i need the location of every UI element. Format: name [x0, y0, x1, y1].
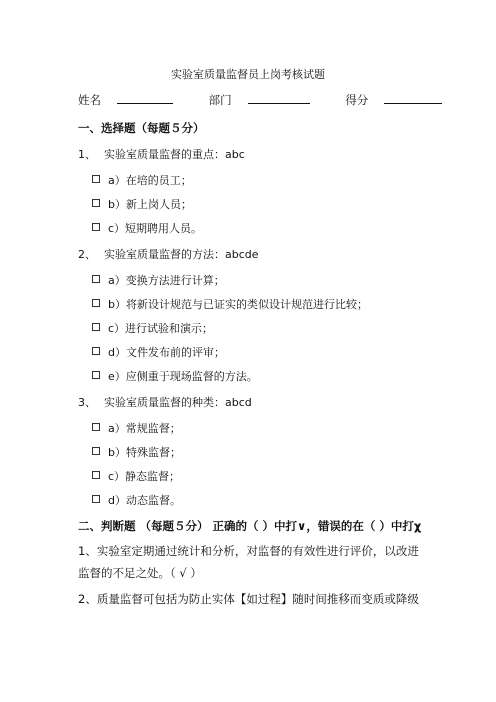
option-item	[92, 492, 181, 508]
checkbox-icon	[92, 447, 100, 455]
dept-field	[209, 92, 326, 108]
dept-blank	[248, 92, 310, 104]
option-text: b）特殊监督；	[108, 446, 181, 459]
option-text: c）静态监督；	[108, 470, 181, 483]
score-blank	[384, 92, 442, 104]
checkbox-icon	[92, 175, 100, 183]
option-item	[92, 296, 368, 312]
score-field	[345, 92, 458, 108]
option-item	[92, 272, 225, 288]
option-item	[92, 368, 258, 384]
option-item	[92, 344, 225, 360]
question-text: 实验室质量监督的种类：abcd	[104, 396, 252, 409]
score-label: 得分	[345, 93, 369, 107]
document-title: 实验室质量监督员上岗考核试题	[171, 68, 325, 81]
judgment-1: 1、实验室定期通过统计和分析，对监督的有效性进行评价，以改进监督的不足之处。（ √ ）	[78, 544, 419, 580]
info-line	[78, 92, 474, 108]
option-item	[92, 320, 213, 336]
option-item	[92, 220, 202, 236]
checkbox-icon	[92, 371, 100, 379]
question-2	[78, 246, 259, 262]
option-text: e）应侧重于现场监督的方法。	[108, 370, 258, 383]
question-text: 实验室质量监督的方法：abcde	[104, 248, 259, 261]
option-item	[92, 420, 181, 436]
option-text: a）变换方法进行计算；	[108, 274, 225, 287]
checkbox-icon	[92, 495, 100, 503]
option-text: c）进行试验和演示；	[108, 322, 214, 335]
option-text: b）新上岗人员；	[108, 198, 192, 211]
option-item	[92, 172, 192, 188]
checkbox-icon	[92, 275, 100, 283]
checkbox-icon	[92, 471, 100, 479]
section-judgment-heading: 二、判断题 （每题５分） 正确的（ ）中打∨，错误的在（ ）中打χ	[78, 519, 422, 533]
checkbox-icon	[92, 347, 100, 355]
question-3	[78, 394, 252, 410]
option-text: c）短期聘用人员。	[108, 222, 203, 235]
dept-label: 部门	[208, 93, 232, 107]
option-text: d）文件发布前的评审；	[108, 346, 225, 359]
question-number: 2、	[78, 248, 96, 261]
checkbox-icon	[92, 423, 100, 431]
option-item	[92, 444, 181, 460]
option-text: a）在培的员工；	[108, 174, 192, 187]
checkbox-icon	[92, 323, 100, 331]
option-text: d）动态监督。	[108, 494, 181, 507]
option-text: a）常规监督；	[108, 422, 181, 435]
name-label: 姓名	[78, 93, 101, 107]
checkbox-icon	[92, 199, 100, 207]
name-blank	[117, 92, 173, 104]
option-item	[92, 196, 192, 212]
name-field	[78, 92, 189, 108]
judgment-2: 2、质量监督可包括为防止实体【如过程】随时间推移而变质或降级	[78, 592, 419, 606]
section-choice-heading: 一、选择题（每题５分）	[78, 121, 205, 135]
question-number: 1、	[78, 148, 96, 161]
checkbox-icon	[92, 299, 100, 307]
question-number: 3、	[78, 396, 96, 409]
question-text: 实验室质量监督的重点：abc	[104, 148, 245, 161]
option-item	[92, 468, 180, 484]
question-1	[78, 146, 245, 162]
option-text: b）将新设计规范与已证实的类似设计规范进行比较；	[108, 298, 368, 311]
checkbox-icon	[92, 223, 100, 231]
